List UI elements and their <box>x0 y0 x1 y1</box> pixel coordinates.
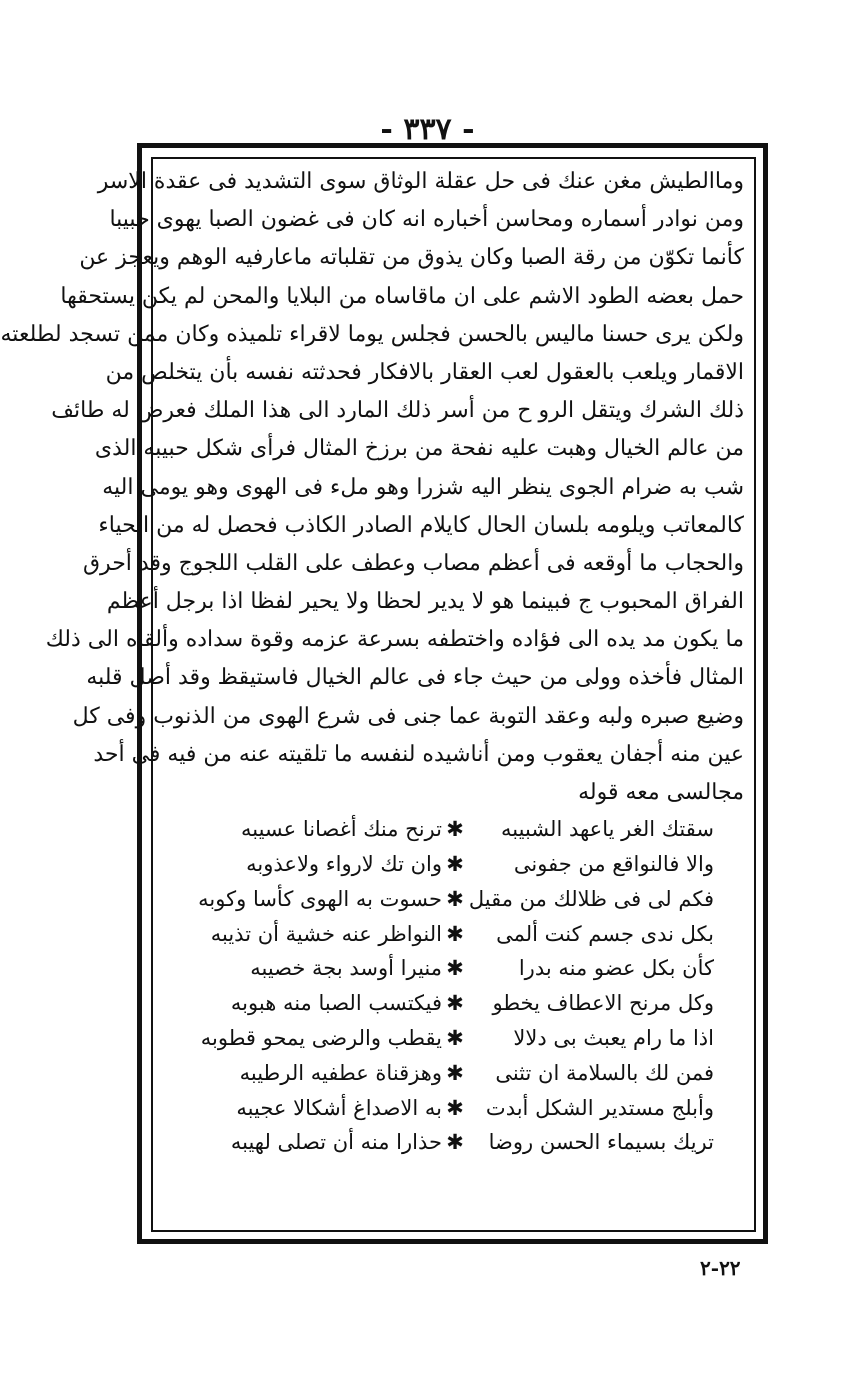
prose-line: مجالسى معه قوله <box>578 780 744 805</box>
verse-separator-icon: ✱ <box>446 817 464 842</box>
prose-line: ذلك الشرك ويتقل الرو ح من أسر ذلك المارد الى هذا الملك فعرض له طائف <box>51 398 744 424</box>
page-number: - ٣٣٧ - <box>380 112 475 147</box>
prose-line: كأنما تكوّن من رقة الصبا وكان يذوق من تقلباته ماعارفيه الوهم ويعجز عن <box>79 245 744 271</box>
verse-line <box>160 917 748 952</box>
prose-line: وضيع صبره ولبه وعقد التوبة عما جنى فى شرع الهوى من الذنوب وفى كل <box>72 703 744 729</box>
verse-first-hemistich: والا فالنواقع من جفونى <box>513 851 714 876</box>
prose-line: عين منه أجفان يعقوب ومن أناشيده لنفسه ما تلقيته عنه من فيه فى أحد <box>93 741 744 767</box>
verse-line <box>160 812 748 847</box>
verse-first-hemistich: وكل مرنح الاعطاف يخطو <box>492 991 714 1016</box>
verse-line <box>160 882 748 917</box>
prose-line: ما يكون مد يده الى فؤاده واختطفه بسرعة عزمه وقوة سداده وألقاه الى ذلك <box>45 627 744 653</box>
prose-line: شب به ضرام الجوى ينظر اليه شزرا وهو ملء فى الهوى وهو يومى اليه <box>102 474 744 500</box>
printer-signature-mark: ٢٢-٢ <box>700 1256 741 1280</box>
verse-separator-icon: ✱ <box>446 1095 464 1120</box>
verse-first-hemistich: اذا ما رام يعبث بى دلالا <box>513 1025 714 1050</box>
verse-line <box>160 847 748 882</box>
verse-line <box>160 986 748 1021</box>
main-text-block <box>0 163 748 1228</box>
prose-line: كالمعاتب ويلومه بلسان الحال كايلام الصادر الكاذب فحصل له من الحياء <box>98 512 744 538</box>
verse-second-hemistich: وان تك لارواء ولاعذوبه <box>246 851 442 876</box>
verse-separator-icon: ✱ <box>446 1025 464 1050</box>
verse-first-hemistich: وأبلج مستدير الشكل أبدت <box>485 1095 714 1120</box>
verse-separator-icon: ✱ <box>446 1130 464 1155</box>
verse-second-hemistich: حسوت به الهوى كأسا وكوبه <box>198 886 442 911</box>
verse-first-hemistich: سقتك الغر ياعهد الشبيبه <box>501 817 714 842</box>
verse-line <box>160 1091 748 1126</box>
verse-first-hemistich: بكل ندى جسم كنت ألمى <box>496 921 714 946</box>
verse-separator-icon: ✱ <box>446 1060 464 1085</box>
verse-second-hemistich: فيكتسب الصبا منه هبوبه <box>230 991 442 1016</box>
verse-second-hemistich: وهزقناة عطفيه الرطيبه <box>239 1060 442 1085</box>
verse-second-hemistich: به الاصداغ أشكالا عجيبه <box>236 1095 442 1120</box>
verse-line <box>160 1021 748 1056</box>
verse-separator-icon: ✱ <box>446 956 464 981</box>
verse-line <box>160 1056 748 1091</box>
verse-second-hemistich: النواظر عنه خشية أن تذيبه <box>210 921 442 946</box>
verse-first-hemistich: فكم لى فى ظلالك من مقيل <box>468 886 714 911</box>
verse-second-hemistich: حذارا منه أن تصلى لهيبه <box>230 1130 442 1155</box>
verse-first-hemistich: تريك بسيماء الحسن روضا <box>488 1130 714 1155</box>
verse-line <box>160 951 748 986</box>
prose-line: حمل بعضه الطود الاشم على ان ماقاساه من البلايا والمحن لم يكن يستحقها <box>60 283 744 309</box>
verse-first-hemistich: كأن بكل عضو منه بدرا <box>518 956 714 981</box>
verse-second-hemistich: يقطب والرضى يمحو قطوبه <box>200 1025 442 1050</box>
verse-separator-icon: ✱ <box>446 991 464 1016</box>
verse-second-hemistich: ترنح منك أغصانا عسيبه <box>240 817 442 842</box>
prose-line: والحجاب ما أوقعه فى أعظم مصاب وعطف على القلب اللجوج وقد أحرق <box>82 550 744 576</box>
verse-separator-icon: ✱ <box>446 851 464 876</box>
prose-line: وماالطيش مغن عنك فى حل عقلة الوثاق سوى التشديد فى عقدة الاسر <box>97 169 744 194</box>
verse-second-hemistich: منيرا أوسد بجة خصيبه <box>250 956 442 981</box>
prose-line: ومن نوادر أسماره ومحاسن أخباره انه كان فى غضون الصبا يهوى حبيبا <box>109 207 744 233</box>
prose-line: الفراق المحبوب ج فبينما هو لا يدير لحظا ولا يحير لفظا اذا برجل أعظم <box>106 589 744 615</box>
verse-separator-icon: ✱ <box>446 921 464 946</box>
verse-line <box>160 1125 748 1160</box>
prose-line: ولكن يرى حسنا ماليس بالحسن فجلس يوما لاقراء تلميذه وكان ممن تسجد لطلعته <box>0 321 744 347</box>
verse-first-hemistich: فمن لك بالسلامة ان تثنى <box>495 1060 714 1085</box>
verse-separator-icon: ✱ <box>446 886 464 911</box>
prose-line: المثال فأخذه وولى من حيث جاء فى عالم الخيال فاستيقظ وقد أضل قلبه <box>86 665 744 691</box>
prose-line: الاقمار ويلعب بالعقول لعب العقار بالافكار فحدثته نفسه بأن يتخلص من <box>105 359 744 385</box>
prose-line: من عالم الخيال وهبت عليه نفحة من برزخ المثال فرأى شكل حبيبه الذى <box>94 436 744 462</box>
